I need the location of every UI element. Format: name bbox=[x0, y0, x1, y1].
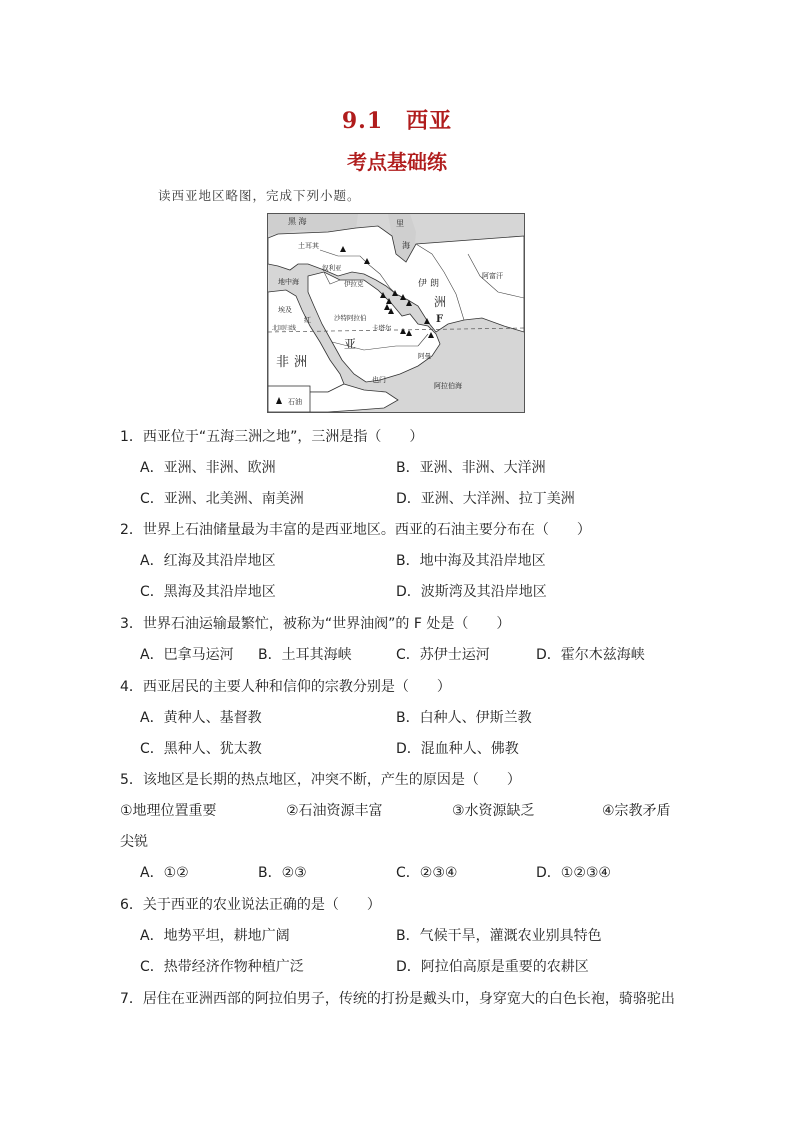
q1-option-b: B．亚洲、非洲、大洋洲 bbox=[396, 460, 546, 476]
q5-item-2: ②石油资源丰富 bbox=[286, 803, 383, 819]
q2-option-d: D．波斯湾及其沿岸地区 bbox=[396, 584, 547, 600]
legend-oil-label: 石油 bbox=[288, 398, 302, 406]
q2-option-b: B．地中海及其沿岸地区 bbox=[396, 553, 546, 569]
q6-option-c: C．热带经济作物种植广泛 bbox=[140, 959, 304, 975]
q4-option-c: C．黑种人、犹太教 bbox=[140, 741, 262, 757]
q5-item-1: ①地理位置重要 bbox=[120, 803, 217, 819]
q5-item-4-wrap: 尖锐 bbox=[120, 834, 148, 850]
label-syria: 叙利亚 bbox=[322, 264, 342, 272]
label-egypt: 埃及 bbox=[278, 306, 292, 314]
q3-option-d: D．霍尔木兹海峡 bbox=[536, 647, 645, 663]
west-asia-map bbox=[267, 213, 525, 413]
label-mediterranean: 地中海 bbox=[278, 278, 299, 286]
q5-item-3: ③水资源缺乏 bbox=[452, 803, 535, 819]
q1-option-c: C．亚洲、北美洲、南美洲 bbox=[140, 491, 304, 507]
question-7-stem: 7．居住在亚洲西部的阿拉伯男子，传统的打扮是戴头巾，身穿宽大的白色长袍，骑骆驼出 bbox=[120, 991, 675, 1007]
section-subtitle: 考点基础练 bbox=[347, 150, 447, 174]
question-4-stem: 4．西亚居民的主要人种和信仰的宗教分别是（ ） bbox=[120, 679, 451, 695]
label-africa-zhou: 洲 bbox=[294, 355, 308, 370]
q4-option-a: A．黄种人、基督教 bbox=[140, 710, 262, 726]
label-black-sea: 黑 海 bbox=[288, 217, 307, 226]
map-svg bbox=[268, 214, 524, 412]
q6-option-b: B．气候干旱，灌溉农业别具特色 bbox=[396, 928, 602, 944]
label-caspian-hai: 海 bbox=[402, 241, 410, 250]
q2-option-c: C．黑海及其沿岸地区 bbox=[140, 584, 276, 600]
label-turkey: 土耳其 bbox=[298, 242, 319, 250]
q1-option-d: D．亚洲、大洋洲、拉丁美洲 bbox=[396, 491, 575, 507]
q4-option-b: B．白种人、伊斯兰教 bbox=[396, 710, 532, 726]
q5-option-a: A．①② bbox=[140, 865, 189, 881]
q1-option-a: A．亚洲、非洲、欧洲 bbox=[140, 460, 276, 476]
label-iran-yi: 伊 bbox=[418, 279, 428, 289]
q3-option-c: C．苏伊士运河 bbox=[396, 647, 490, 663]
label-f: F bbox=[436, 314, 444, 325]
label-arabian-sea: 阿拉伯海 bbox=[434, 382, 462, 390]
label-caspian-li: 里 bbox=[396, 219, 404, 228]
q2-option-a: A．红海及其沿岸地区 bbox=[140, 553, 276, 569]
label-yemen: 也门 bbox=[372, 376, 386, 384]
question-3-stem: 3．世界石油运输最繁忙，被称为“世界油阀”的 F 处是（ ） bbox=[120, 616, 511, 632]
q5-item-4: ④宗教矛盾 bbox=[602, 803, 671, 819]
q4-option-d: D．混血种人、佛教 bbox=[396, 741, 519, 757]
label-asia-ya: 亚 bbox=[344, 337, 357, 351]
label-red-sea: 红 bbox=[304, 316, 311, 324]
question-2-stem: 2．世界上石油储量最为丰富的是西亚地区。西亚的石油主要分布在（ ） bbox=[120, 522, 591, 538]
q5-option-c: C．②③④ bbox=[396, 865, 458, 881]
label-iran-lang: 朗 bbox=[430, 279, 440, 289]
label-saudi: 沙特阿拉伯 bbox=[334, 314, 367, 322]
label-africa-fei: 非 bbox=[276, 355, 290, 370]
label-asia-zhou: 洲 bbox=[434, 295, 447, 309]
q3-option-a: A．巴拿马运河 bbox=[140, 647, 234, 663]
page-title: 9.1 西亚 bbox=[341, 108, 453, 134]
label-iraq: 伊拉克 bbox=[344, 280, 364, 288]
intro-text: 读西亚地区略图，完成下列小题。 bbox=[158, 188, 361, 203]
q6-option-a: A．地势平坦，耕地广阔 bbox=[140, 928, 290, 944]
question-5-stem: 5．该地区是长期的热点地区，冲突不断，产生的原因是（ ） bbox=[120, 772, 521, 788]
label-afghanistan: 阿富汗 bbox=[482, 272, 503, 280]
q5-option-d: D．①②③④ bbox=[536, 865, 611, 881]
q5-option-b: B．②③ bbox=[258, 865, 307, 881]
question-6-stem: 6．关于西亚的农业说法正确的是（ ） bbox=[120, 897, 381, 913]
q6-option-d: D．阿拉伯高原是重要的农耕区 bbox=[396, 959, 589, 975]
question-1-stem: 1．西亚位于“五海三洲之地”，三洲是指（ ） bbox=[120, 429, 424, 445]
label-oman: 阿曼 bbox=[418, 352, 431, 360]
label-qatar: 卡塔尔 bbox=[372, 324, 392, 332]
q3-option-b: B．土耳其海峡 bbox=[258, 647, 352, 663]
label-tropic: 北回归线 bbox=[272, 325, 297, 332]
